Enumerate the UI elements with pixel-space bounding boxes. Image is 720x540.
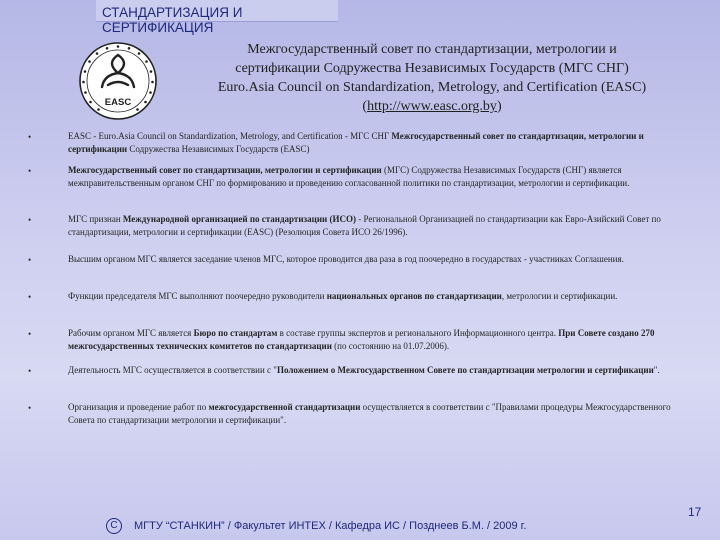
link-close-paren: ): [496, 99, 502, 114]
item-text: (МГС) Содружества Независимых Государств (СНГ) является межправительственным органом СНГ по формированию и проведению согласованной политики по стандартизации, метрологии и сертификации.: [68, 165, 630, 188]
item-text: (по состоянию на 01.07.2006).: [331, 340, 450, 351]
easc-website-link[interactable]: http://www.easc.org.by: [367, 99, 497, 114]
copyright-icon: C: [106, 518, 122, 534]
item-text: EASC - Euro.Asia Council on Standardization, Metrology, and Certification - МГС СНГ: [68, 131, 392, 141]
link-open-paren: (: [362, 99, 368, 114]
bullet-icon: •: [28, 255, 32, 265]
bullet-icon: •: [28, 132, 32, 142]
list-item: [28, 290, 690, 327]
bullet-icon: •: [28, 215, 32, 225]
title-line-2: сертификации Содружества Независимых Государств (МГС СНГ): [235, 61, 629, 76]
page-number: 17: [688, 505, 702, 519]
item-bold-text: межгосударственной стандартизации: [208, 402, 361, 412]
bullet-icon: •: [28, 403, 32, 413]
section-tag: [96, 0, 338, 35]
bullet-list: [28, 130, 690, 435]
section-tag-line-1: СТАНДАРТИЗАЦИЯ И: [102, 5, 243, 20]
list-item: [28, 213, 690, 253]
list-item: [28, 327, 690, 364]
title-link-line: [172, 97, 692, 116]
item-text: в составе группы экспертов и регионального Информационного центра.: [277, 328, 559, 338]
bullet-icon: •: [28, 366, 32, 376]
bullet-icon: •: [28, 292, 32, 302]
item-text: Организация и проведение работ по: [68, 402, 209, 412]
item-bold-text: Межгосударственный совет по стандартизации, метрологии и сертификации: [68, 131, 644, 154]
logo-text: EASC: [104, 97, 132, 108]
easc-logo: [78, 41, 158, 121]
item-text: Рабочим органом МГС является: [68, 328, 194, 338]
bullet-icon: •: [28, 329, 32, 339]
item-text: Деятельность МГС осуществляется в соответствии с ": [68, 365, 277, 375]
list-item: [28, 401, 690, 435]
item-text: Высшим органом МГС является заседание членов МГС, которое проводится два раза в год поочередно в государствах - участниках Соглашения.: [68, 254, 624, 264]
item-bold-text: Положением о Межгосударственном Совете по стандартизации метрологии и сертификации: [276, 365, 654, 375]
item-bold-text: При Совете создано 270 межгосударственных технических комитетов по стандартизации: [68, 328, 655, 351]
item-text: МГС признан: [68, 214, 123, 224]
list-item: [28, 364, 690, 401]
footer: [106, 518, 626, 534]
item-text: осуществляется в соответствии с "Правилами процедуры Межгосударственного Совета по стандартизации метрологии и сертификации".: [68, 402, 671, 425]
bullet-icon: •: [28, 166, 32, 176]
list-item: [28, 253, 690, 290]
item-text: Функции председателя МГС выполняют поочередно руководители: [68, 291, 327, 301]
item-bold-text: Международной организацией по стандартизации (ИСО): [122, 214, 356, 224]
list-item: [28, 164, 690, 213]
title-line-1: Межгосударственный совет по стандартизации, метрологии и: [247, 42, 617, 57]
item-text: , метрологии и сертификации.: [501, 291, 618, 301]
item-text: - Региональной Организацией по стандартизации как Евро-Азийский Совет по стандартизации, метрологии и сертификации (EASC) (Резолюция Совета ИСО 26/1996).: [68, 214, 661, 237]
list-item: [28, 130, 690, 164]
footer-text: МГТУ “СТАНКИН” / Факультет ИНТЕХ / Кафедра ИС / Позднеев Б.М. / 2009 г.: [134, 519, 527, 532]
page-title: [172, 40, 692, 116]
item-bold-text: Бюро по стандартам: [193, 328, 278, 338]
item-text: ".: [653, 365, 660, 375]
section-tag-line-2: СЕРТИФИКАЦИЯ: [102, 20, 214, 35]
title-line-3: Euro.Asia Council on Standardization, Metrology, and Certification (EASC): [217, 80, 647, 95]
item-bold-text: национальных органов по стандартизации: [326, 291, 502, 301]
item-text: Содружества Независимых Государств (EASC): [127, 143, 310, 154]
item-bold-text: Межгосударственный совет по стандартизации, метрологии и сертификации: [68, 165, 382, 175]
